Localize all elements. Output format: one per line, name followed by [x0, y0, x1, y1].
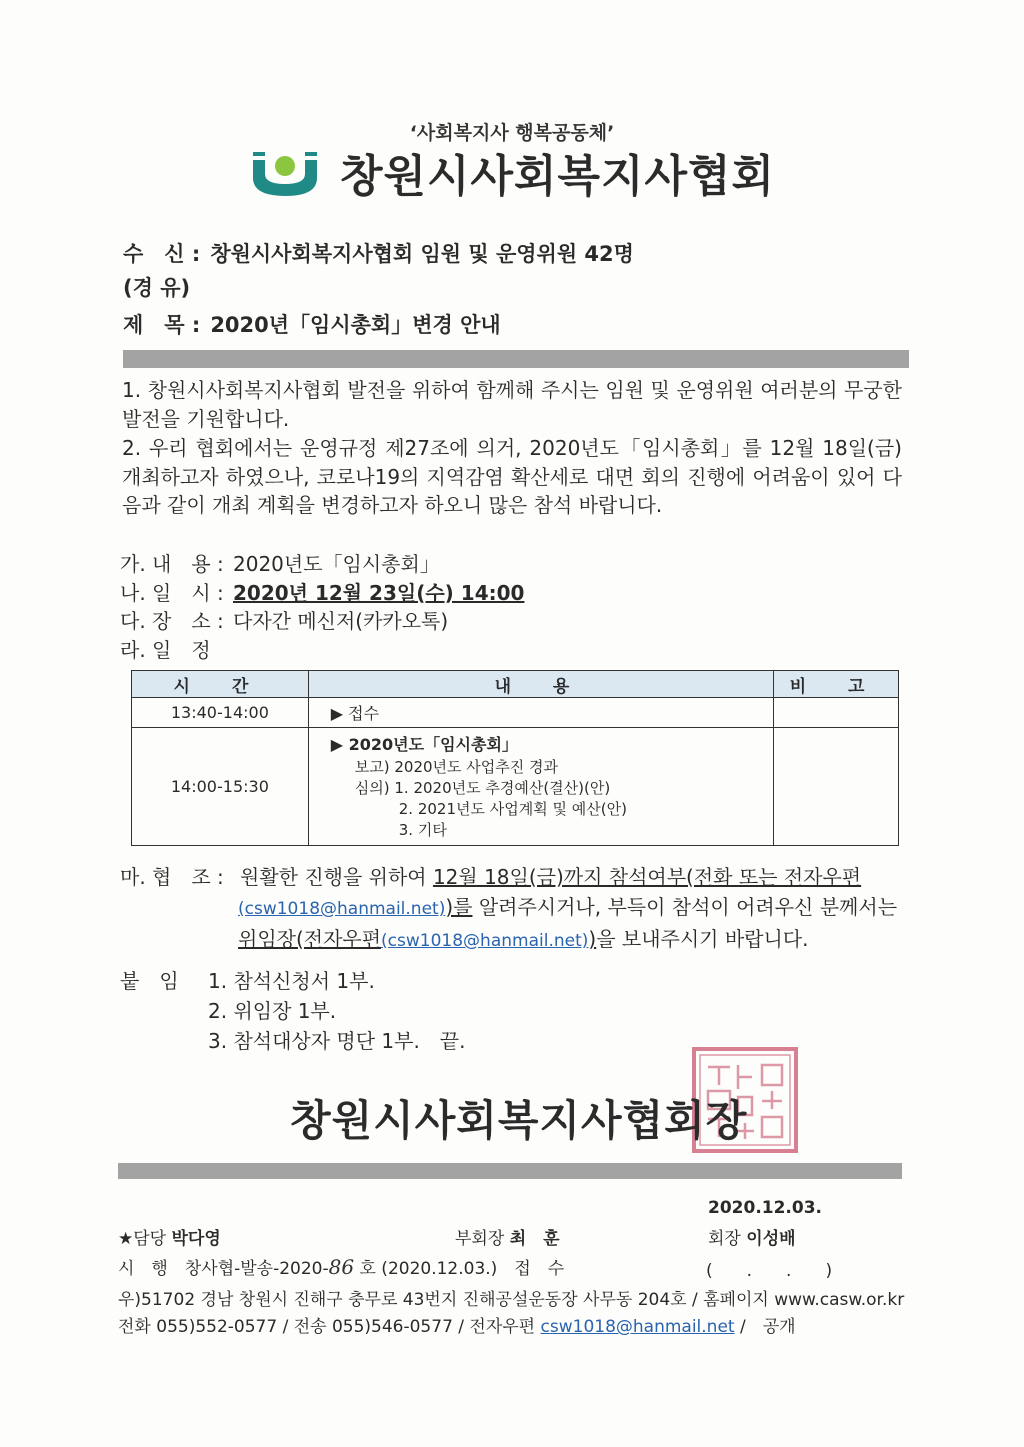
header-divider	[123, 350, 909, 368]
email-link[interactable]: (csw1018@hanmail.net)	[238, 899, 446, 919]
row-time: 14:00-15:30	[132, 728, 309, 846]
cooperation-text-3a: 위임장(전자우편	[238, 927, 382, 951]
detail-datetime-value: 2020년 12월 23일(수) 14:00	[233, 581, 525, 605]
cooperation-label: 마. 협 조 :	[120, 865, 224, 889]
subject-label: 제 목 :	[123, 313, 201, 337]
vice-president-line	[455, 1224, 560, 1249]
agenda-line: 2. 2021년도 사업계획 및 예산(안)	[398, 800, 627, 818]
detail-datetime-label: 나. 일 시 :	[120, 581, 224, 605]
agenda-title: ▶ 2020년도「임시총회」	[330, 735, 518, 754]
cooperation-text-3: 을 보내주시기 바랍니다.	[596, 927, 809, 951]
agenda-line: 보고) 2020년도 사업추진 경과	[354, 758, 558, 776]
address-line: 우)51702 경남 창원시 진해구 충무로 43번지 진해공설운동장 사무동 204호 / 홈페이지 www.casw.or.kr	[118, 1290, 905, 1310]
attachment-item: 2. 위임장 1부.	[208, 999, 337, 1023]
subject-line	[123, 309, 501, 339]
header-content: 내 용	[308, 671, 773, 698]
attachment-item: 3. 참석대상자 명단 1부. 끝.	[208, 1029, 466, 1053]
vice-president-name: 최 훈	[509, 1229, 560, 1249]
table-row	[132, 698, 899, 728]
document-date: 2020.12.03.	[708, 1198, 823, 1218]
cooperation-deadline: 12월 18일(금)까지 참석여부(전화 또는 전자우편	[432, 865, 862, 889]
staff-name: 박다영	[171, 1229, 221, 1249]
cooperation-text-2: 알려주시거나, 부득이 참석이 어려우신 분께서는	[472, 895, 898, 919]
organization-title: 창원시사회복지사협회	[340, 151, 776, 202]
row-content: ▶ 접수	[308, 698, 773, 728]
staff-line	[118, 1224, 221, 1249]
association-logo-icon	[253, 152, 317, 196]
detail-content-label: 가. 내 용 :	[120, 552, 224, 576]
agenda-line: 심의) 1. 2020년도 추경예산(결산)(안)	[354, 779, 611, 797]
detail-content-value: 2020년도「임시총회」	[233, 552, 440, 576]
cooperation-text-3b: )	[588, 927, 597, 951]
detail-schedule-label: 라. 일 정	[120, 638, 211, 662]
row-time: 13:40-14:00	[132, 698, 309, 728]
detail-content	[120, 548, 440, 577]
agenda-line: 3. 기타	[398, 821, 447, 839]
recipient-label: 수 신 :	[123, 242, 201, 266]
enforcement-line	[118, 1254, 564, 1279]
slogan: ‘사회복지사 행복공동체’	[409, 122, 615, 144]
footer-divider	[118, 1163, 902, 1179]
cooperation-block	[120, 862, 897, 956]
paragraph-1: 1. 창원시사회복지사협회 발전을 위하여 함께해 주시는 임원 및 운영위원 여러분의 무궁한 발전을 기원합니다.	[122, 378, 902, 431]
schedule-table	[131, 670, 899, 846]
detail-datetime	[120, 577, 524, 606]
detail-place	[120, 605, 448, 634]
attachments-block	[120, 966, 465, 1056]
table-header-row	[132, 671, 899, 698]
via-label: (경 유)	[123, 276, 191, 300]
recipient-line	[123, 238, 634, 268]
attachments-label: 붙 임	[120, 969, 179, 993]
paragraph-2: 2. 우리 협회에서는 운영규정 제27조에 의거, 2020년도「임시총회」를 12월 18일(금) 개최하고자 하였으나, 코로나19의 지역감염 확산세로 대면 회의 진행에 어려움이 있어 다음과 같이 개최 계획을 변경하고자 하오니 많은 참석 바랍니다.	[122, 436, 902, 517]
detail-place-value: 다자간 메신저(카카오톡)	[233, 609, 449, 633]
president-name: 이성배	[746, 1229, 796, 1249]
contact-line	[118, 1312, 796, 1337]
contact-prefix: 전화 055)552-0577 / 전송 055)546-0577 / 전자우편	[118, 1317, 536, 1337]
staff-label: ★담당	[118, 1229, 167, 1249]
enforcement-suffix: 호 (2020.12.03.) 접 수	[359, 1259, 565, 1279]
contact-suffix: / 공개	[740, 1317, 796, 1337]
contact-email-link[interactable]: csw1018@hanmail.net	[540, 1317, 735, 1337]
header-time: 시 간	[132, 671, 309, 698]
president-label: 회장	[708, 1229, 741, 1249]
attachment-item: 1. 참석신청서 1부.	[208, 969, 375, 993]
recipient: 창원시사회복지사협회 임원 및 운영위원 42명	[210, 242, 634, 266]
email-link[interactable]: (csw1018@hanmail.net)	[381, 931, 589, 951]
row-remarks	[774, 728, 899, 846]
row-remarks	[774, 698, 899, 728]
cooperation-text-2a: )를	[445, 895, 473, 919]
subject: 2020년「임시총회」변경 안내	[210, 313, 501, 337]
table-row	[132, 728, 899, 846]
receipt-date: ( . . )	[706, 1261, 833, 1281]
vice-president-label: 부회장	[455, 1229, 505, 1249]
president-line	[708, 1224, 796, 1249]
cooperation-text-1: 원활한 진행을 위하여	[240, 865, 433, 889]
row-content	[308, 728, 773, 846]
enforcement-number: 86	[328, 1255, 355, 1279]
sender-name: 창원시사회복지사협회장	[290, 1096, 748, 1145]
header-remarks: 비 고	[774, 671, 899, 698]
detail-place-label: 다. 장 소 :	[120, 609, 224, 633]
enforcement-prefix: 시 행 창사협-발송-2020-	[118, 1259, 329, 1279]
